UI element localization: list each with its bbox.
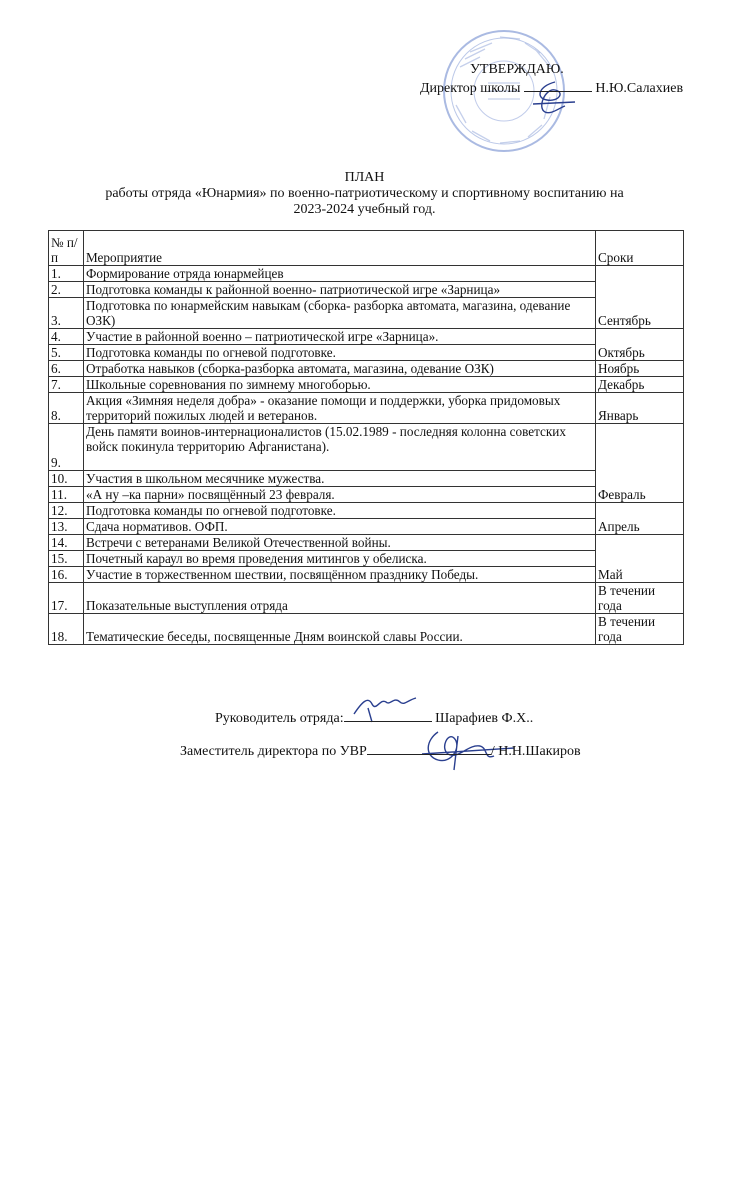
table-row <box>49 298 684 329</box>
leader-line <box>215 709 533 727</box>
table-row <box>49 393 684 424</box>
deputy-name: / Н.Н.Шакиров <box>490 744 581 759</box>
row-num: 6. <box>49 361 84 377</box>
row-term: Май <box>596 535 684 583</box>
row-num: 15. <box>49 551 84 567</box>
row-num: 3. <box>49 298 84 329</box>
row-event: Участия в школьном месячнике мужества. <box>84 471 596 487</box>
deputy-line <box>180 742 581 760</box>
table-row <box>49 329 684 345</box>
row-event: Акция «Зимняя неделя добра» - оказание помощи и поддержки, уборка придомовых территорий пожилых людей и ветеранов. <box>84 393 596 424</box>
leader-label: Руководитель отряда: <box>215 711 344 726</box>
row-num: 1. <box>49 266 84 282</box>
row-num: 5. <box>49 345 84 361</box>
deputy-signature-line <box>367 742 491 755</box>
approval-title: УТВЕРЖДАЮ. <box>470 62 564 77</box>
table-row <box>49 535 684 551</box>
row-event: «А ну –ка парни» посвящённый 23 февраля. <box>84 487 596 503</box>
row-num: 16. <box>49 567 84 583</box>
table-row <box>49 614 684 645</box>
leader-name: Шарафиев Ф.Х.. <box>435 711 534 726</box>
plan-subtitle: работы отряда «Юнармия» по военно-патриотическому и спортивному воспитанию на <box>105 186 624 201</box>
header-term: Сроки <box>596 231 684 266</box>
table-row <box>49 471 684 487</box>
row-event: Подготовка команды к районной военно- патриотической игре «Зарница» <box>84 282 596 298</box>
row-event: Сдача нормативов. ОФП. <box>84 519 596 535</box>
row-num: 12. <box>49 503 84 519</box>
row-event: Участие в районной военно – патриотической игре «Зарница». <box>84 329 596 345</box>
row-event: Участие в торжественном шествии, посвящённом празднику Победы. <box>84 567 596 583</box>
table-row <box>49 282 684 298</box>
row-event: Встречи с ветеранами Великой Отечественной войны. <box>84 535 596 551</box>
approval-position: Директор школы <box>420 81 521 96</box>
plan-table <box>48 230 684 645</box>
row-event: Подготовка по юнармейским навыкам (сборка- разборка автомата, магазина, одевание ОЗК) <box>84 298 596 329</box>
row-num: 2. <box>49 282 84 298</box>
plan-year: 2023-2024 учебный год. <box>293 202 436 217</box>
row-term: Декабрь <box>596 377 684 393</box>
header-num: № п/п <box>49 231 84 266</box>
table-row <box>49 551 684 567</box>
row-event: Подготовка команды по огневой подготовке. <box>84 345 596 361</box>
row-num: 9. <box>49 424 84 471</box>
row-term: В течении года <box>596 583 684 614</box>
signature-line <box>524 80 592 92</box>
row-num: 11. <box>49 487 84 503</box>
table-row <box>49 487 684 503</box>
table-row <box>49 361 684 377</box>
deputy-label: Заместитель директора по УВР <box>180 744 367 759</box>
table-row <box>49 424 684 471</box>
row-num: 17. <box>49 583 84 614</box>
row-event: Подготовка команды по огневой подготовке. <box>84 503 596 519</box>
row-event: Тематические беседы, посвященные Дням воинской славы России. <box>84 614 596 645</box>
row-event: День памяти воинов-интернационалистов (15.02.1989 - последняя колонна советских войск покинула территорию Афганистана). <box>84 424 596 471</box>
row-num: 14. <box>49 535 84 551</box>
row-num: 4. <box>49 329 84 345</box>
row-term: Октябрь <box>596 329 684 361</box>
table-row <box>49 503 684 519</box>
table-header-row <box>49 231 684 266</box>
table-row <box>49 345 684 361</box>
row-term: Ноябрь <box>596 361 684 377</box>
approval-line <box>420 80 683 97</box>
row-num: 13. <box>49 519 84 535</box>
row-num: 18. <box>49 614 84 645</box>
table-row <box>49 266 684 282</box>
row-num: 10. <box>49 471 84 487</box>
table-row <box>49 567 684 583</box>
header-event: Мероприятие <box>84 231 596 266</box>
table-row <box>49 519 684 535</box>
row-term: Сентябрь <box>596 266 684 329</box>
row-term: Январь <box>596 393 684 424</box>
approval-name: Н.Ю.Салахиев <box>595 81 684 96</box>
plan-title: ПЛАН <box>344 170 385 185</box>
row-term: Апрель <box>596 503 684 535</box>
row-term: Февраль <box>596 424 684 503</box>
row-term: В течении года <box>596 614 684 645</box>
row-event: Показательные выступления отряда <box>84 583 596 614</box>
row-event: Формирование отряда юнармейцев <box>84 266 596 282</box>
row-num: 8. <box>49 393 84 424</box>
row-event: Отработка навыков (сборка-разборка автомата, магазина, одевание ОЗК) <box>84 361 596 377</box>
leader-signature-line <box>344 709 432 722</box>
row-event: Почетный караул во время проведения митингов у обелиска. <box>84 551 596 567</box>
table-row <box>49 583 684 614</box>
row-num: 7. <box>49 377 84 393</box>
table-row <box>49 377 684 393</box>
row-event: Школьные соревнования по зимнему многоборью. <box>84 377 596 393</box>
